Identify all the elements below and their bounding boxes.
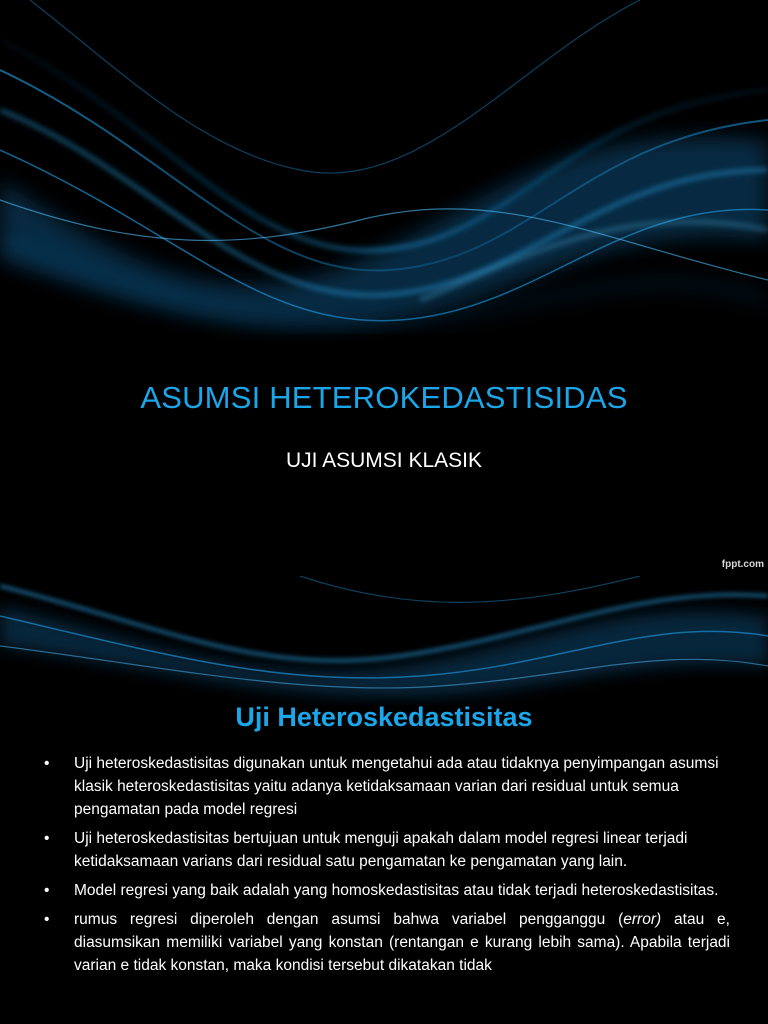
- list-item: [40, 908, 730, 977]
- bullet-text-after: atau e, diasumsikan memiliki variabel yang konstan (rentangan e kurang lebih sama). Apabila terjadi varian e tidak konstan, maka kondisi tersebut dikatakan tidak: [74, 911, 730, 974]
- slide-subtitle: UJI ASUMSI KLASIK: [285, 449, 483, 472]
- slide-title: ASUMSI HETEROKEDASTISIDAS: [140, 380, 628, 415]
- bullet-icon: •: [44, 830, 50, 847]
- bullet-icon: •: [44, 911, 50, 928]
- bullet-list: [40, 752, 730, 983]
- list-item: [40, 752, 730, 821]
- list-item: [40, 879, 730, 902]
- brand-watermark: fppt.com: [721, 559, 764, 570]
- bullet-text-italic: error): [623, 911, 662, 928]
- slide-title: Uji Heteroskedastisitas: [235, 702, 533, 732]
- bullet-text: Uji heteroskedastisitas bertujuan untuk menguji apakah dalam model regresi linear terjadi ketidaksamaan varians dari residual satu pengamatan ke pengamatan yang lain.: [74, 830, 688, 870]
- bullet-text: Uji heteroskedastisitas digunakan untuk mengetahui ada atau tidaknya penyimpangan asumsi klasik heteroskedastisitas yaitu adanya ketidaksamaan varian dari residual untuk semua pengamatan pada model regresi: [74, 755, 719, 818]
- bullet-text-before: rumus regresi diperoleh dengan asumsi bahwa variabel pengganggu (: [74, 911, 624, 928]
- bullet-text: Model regresi yang baik adalah yang homoskedastisitas atau tidak terjadi heteroskedastisitas.: [74, 882, 719, 899]
- content-slide: [0, 576, 768, 1024]
- bullet-icon: •: [44, 755, 50, 772]
- list-item: [40, 827, 730, 873]
- bullet-icon: •: [44, 882, 50, 899]
